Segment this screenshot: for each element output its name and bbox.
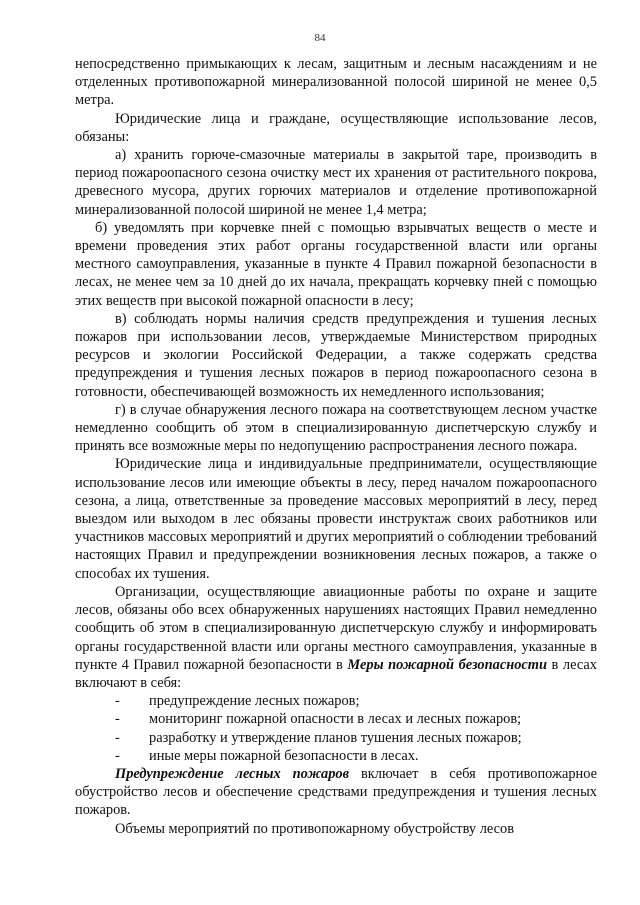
list-item <box>115 692 597 710</box>
paragraph-aviation <box>75 583 597 692</box>
list-item-text: разработку и утверждение планов тушения лесных пожаров; <box>149 729 522 746</box>
list-item <box>115 710 597 728</box>
paragraph-prevention <box>75 765 597 820</box>
paragraph-aviation-end: в лесах включают в себя: <box>75 656 597 691</box>
list-item-text: предупреждение лесных пожаров; <box>149 693 360 710</box>
list-item-text: мониторинг пожарной опасности в лесах и лесных пожаров; <box>149 711 522 728</box>
paragraph-obligations-intro: Юридические лица и граждане, осуществляющие использование лесов, обязаны: <box>75 110 597 145</box>
paragraph-item-b: б) уведомлять при корчевке пней с помощью взрывчатых веществ о месте и времени проведения этих работ органы государственной власти или органы местного самоуправления, указанные в пункте 4 Правил пожарной безопасности в лесах, не менее чем за 10 дней до их начала, прекращать корчевку пней с помощью этих веществ при высокой пожарной опасности в лесу; <box>75 219 597 309</box>
paragraph-volumes: Объемы мероприятий по противопожарному обустройству лесов <box>115 820 514 837</box>
list-item <box>115 729 597 747</box>
list-dash: - <box>115 747 120 764</box>
list-dash: - <box>115 729 120 746</box>
list-dash: - <box>115 693 120 710</box>
term-fire-prevention: Предупреждение лесных пожаров <box>115 765 350 782</box>
measures-list <box>75 692 597 765</box>
document-body <box>75 55 597 838</box>
list-item-text: иные меры пожарной безопасности в лесах. <box>149 747 419 764</box>
list-dash: - <box>115 711 120 728</box>
paragraph-briefing: Юридические лица и индивидуальные предприниматели, осуществляющие использование лесов или имеющие объекты в лесу, перед началом пожароопасного сезона, а лица, ответственные за проведение массовых мероприятий в лесу, перед выездом или выходом в лес обязаны провести инструктаж своих работников или участников массовых мероприятий и других мероприятий о соблюдении требований настоящих Правил и предупреждении возникновения лесных пожаров, а также о способах их тушения. <box>75 456 597 582</box>
paragraph-item-a: а) хранить горюче-смазочные материалы в закрытой таре, производить в период пожароопасного сезона очистку мест их хранения от растительного покрова, древесного мусора, других горючих материалов и отделение противопожарной минерализованной полосой шириной не менее 1,4 метра; <box>75 147 597 218</box>
paragraph-item-g: г) в случае обнаружения лесного пожара на соответствующем лесном участке немедленно сообщить об этом в специализированную диспетчерскую службу и принять все возможные меры по недопущению распространения лесного пожара. <box>75 401 597 455</box>
paragraph-aviation-text: Организации, осуществляющие авиационные работы по охране и защите лесов, обязаны обо всех обнаруженных нарушениях настоящих Правил немедленно сообщить об этом в специализированную диспетчерскую службу и информировать органы государственной власти или органы местного самоуправления, указанные в пункте 4 Правил пожарной безопасности в <box>75 583 597 673</box>
paragraph-item-v: в) соблюдать нормы наличия средств предупреждения и тушения лесных пожаров при использовании лесов, утверждаемые Министерством природных ресурсов и экологии Российской Федерации, а также содержать средства предупреждения и тушения лесных пожаров в период пожароопасного сезона в готовности, обеспечивающей возможность их немедленного использования; <box>75 310 597 400</box>
paragraph-continuation: непосредственно примыкающих к лесам, защитным и лесным насаждениям и не отделенных противопожарной минерализованной полосой шириной не менее 0,5 метра. <box>75 56 597 109</box>
paragraph-prevention-text: включает в себя противопожарное обустройство лесов и обеспечение средствами предупреждения и тушения лесных пожаров. <box>75 765 597 819</box>
page-number: 84 <box>314 32 326 44</box>
term-fire-safety-measures: Меры пожарной безопасности <box>347 656 547 673</box>
list-item <box>115 747 597 765</box>
